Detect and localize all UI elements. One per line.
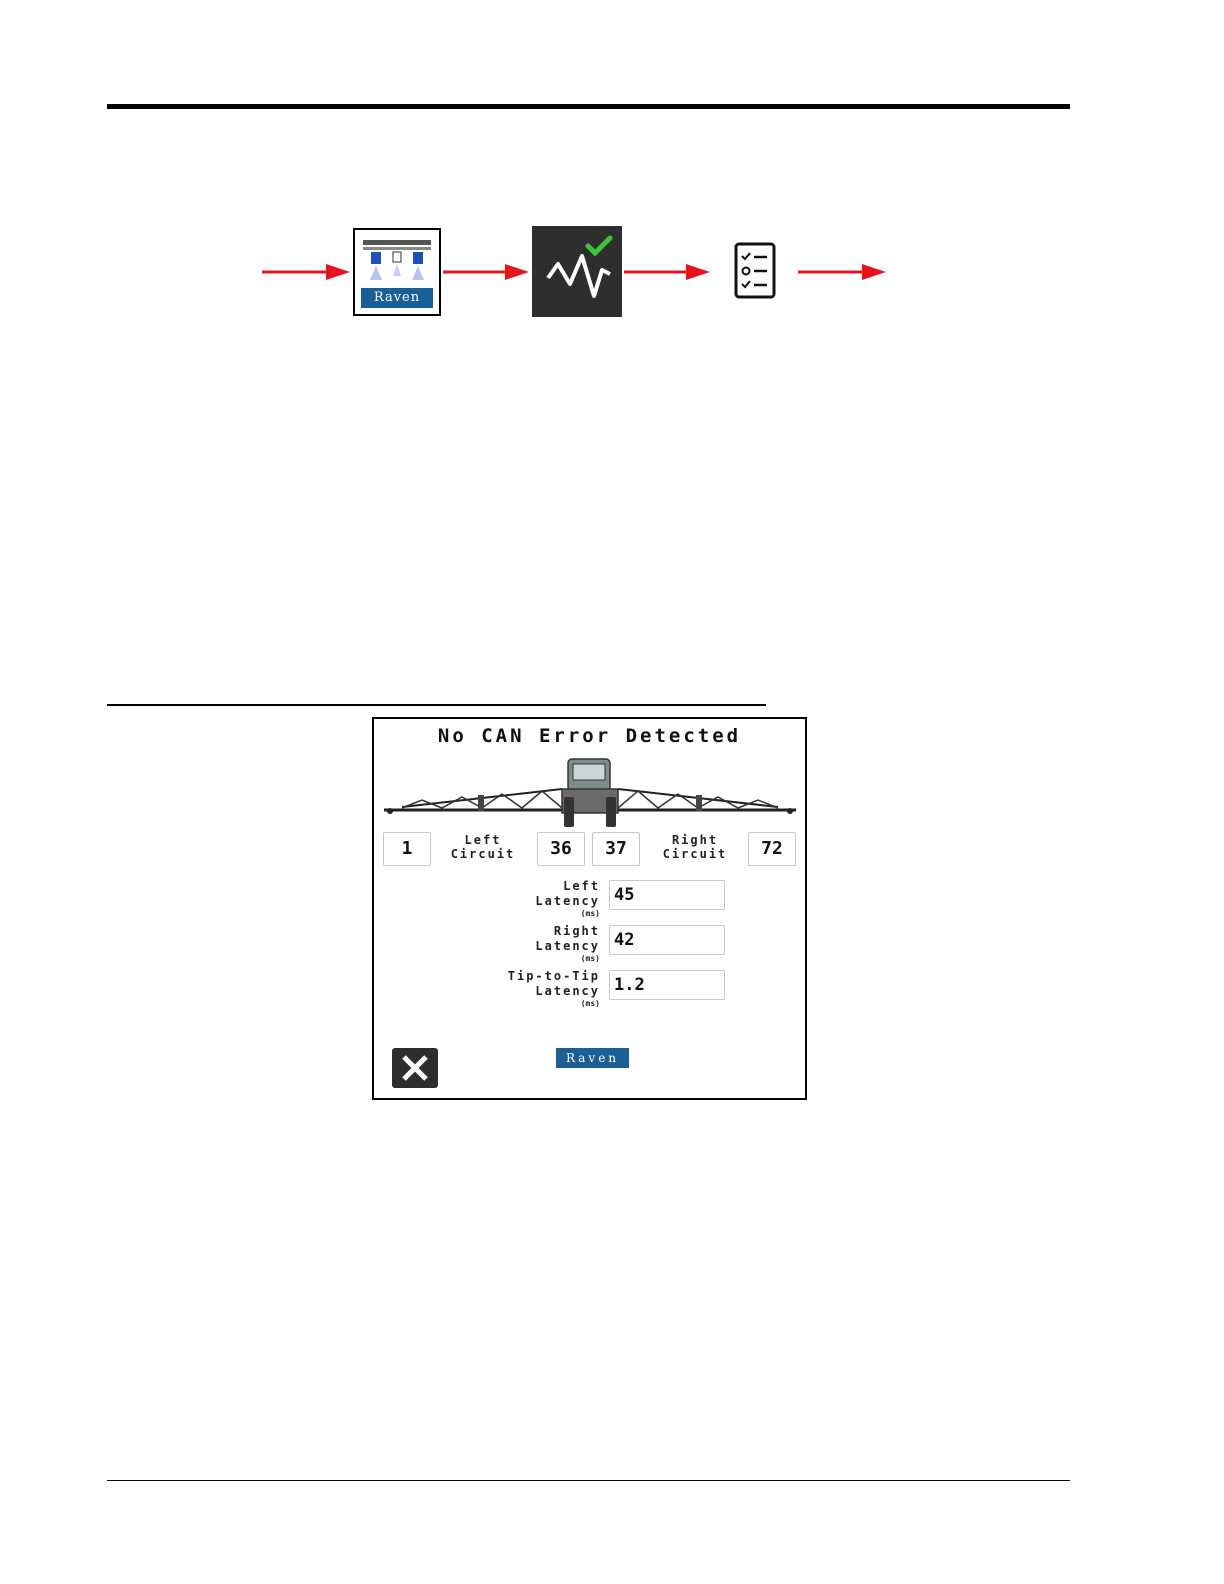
left-end-circuit-field[interactable]: 36 [537,832,585,866]
tip-to-tip-latency-label-line1: Tip-to-Tip [507,969,600,983]
left-circuit-label-line1: Left [464,833,502,847]
diagnostics-button[interactable] [532,226,622,317]
top-rule [107,104,1070,109]
left-latency-unit: (ms) [580,909,600,918]
tip-to-tip-latency-label-line2: Latency [535,984,600,998]
left-latency-label-line2: Latency [535,894,600,908]
left-latency-label-line1: Left [563,879,600,893]
arrow-icon [262,262,352,282]
right-latency-label [470,924,600,963]
close-button[interactable] [392,1048,438,1088]
left-circuit-label [440,833,526,861]
tip-to-tip-latency-unit: (ms) [580,999,600,1008]
checklist-button[interactable] [734,242,776,299]
raven-logo: Raven [556,1048,629,1068]
right-circuit-label [651,833,739,861]
arrow-icon [443,262,531,282]
diagnostics-check-icon [532,226,622,317]
right-latency-label-line1: Right [553,924,600,938]
left-latency-field[interactable]: 45 [609,880,725,910]
right-end-circuit-field[interactable]: 72 [748,832,796,866]
left-start-circuit-field[interactable]: 1 [383,832,431,866]
section-rule [107,704,766,706]
footer-rule [107,1480,1070,1481]
right-circuit-label-line2: Circuit [662,847,728,861]
right-circuit-label-line1: Right [671,833,719,847]
sprayer-boom-image [382,755,798,829]
status-title: No CAN Error Detected [437,725,742,747]
tip-to-tip-latency-field[interactable]: 1.2 [609,970,725,1000]
raven-app-button[interactable] [353,228,441,316]
arrow-icon [798,262,888,282]
tip-to-tip-latency-label [470,969,600,1008]
raven-logo: Raven [361,288,433,308]
left-circuit-label-line2: Circuit [450,847,516,861]
right-latency-unit: (ms) [580,954,600,963]
right-latency-field[interactable]: 42 [609,925,725,955]
sprayer-nozzles-icon [355,234,439,294]
diagnostic-screen [372,717,807,1100]
right-start-circuit-field[interactable]: 37 [592,832,640,866]
right-latency-label-line2: Latency [535,939,600,953]
checklist-icon [734,242,776,299]
close-icon [392,1048,438,1088]
arrow-icon [624,262,712,282]
left-latency-label [470,879,600,918]
